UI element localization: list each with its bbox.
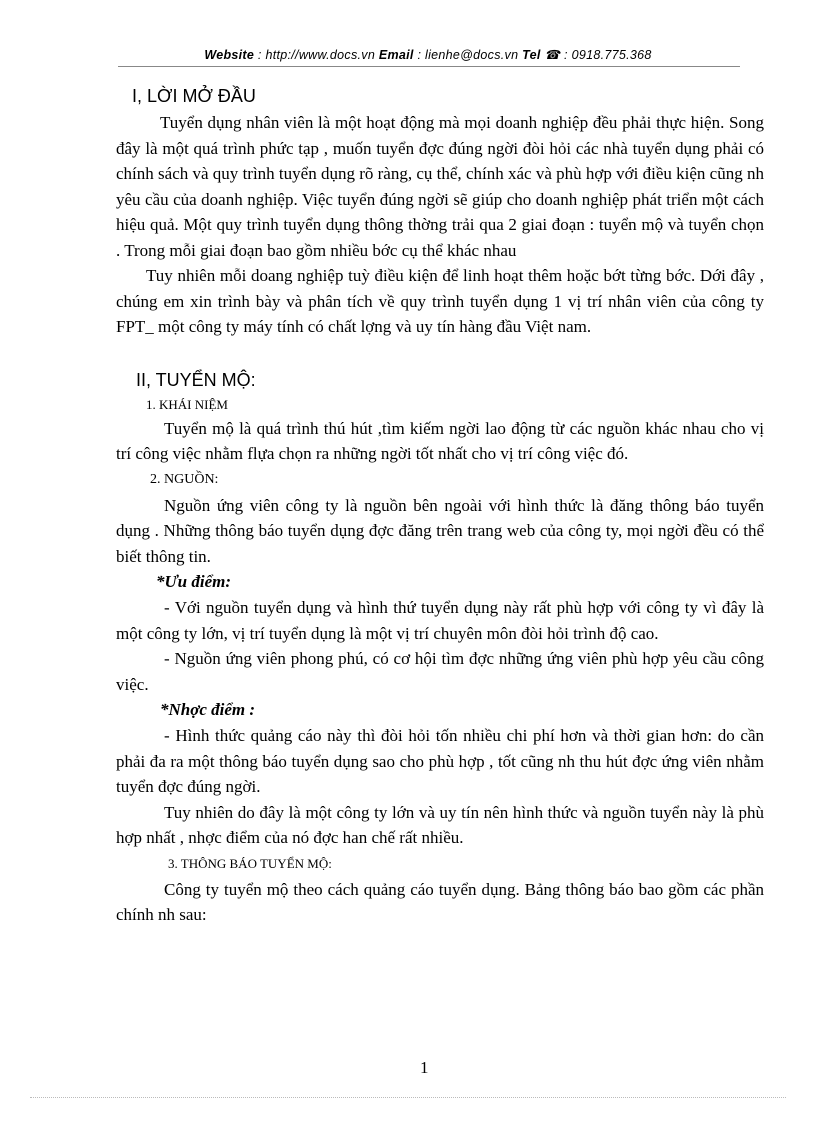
section2-heading: II, TUYỂN MỘ: <box>136 369 256 390</box>
advantages-label: *Ưu điểm: <box>156 572 232 591</box>
tel-value: : 0918.775.368 <box>560 48 652 62</box>
disadvantage-1: - Hình thức quảng cáo này thì đòi hỏi tốn nhiều chi phí hơn và thời gian hơn: do cần phải đa ra một thông báo tuyển dụng sao cho phù hợp , tốt cũng nh thu hút đợc ứng viên nhằm tuyển đợc đúng ngời. <box>116 726 764 796</box>
advantage-2: - Nguồn ứng viên phong phú, có cơ hội tìm đợc những ứng viên phù hợp yêu cầu công việc. <box>116 649 764 694</box>
sub1-text: Tuyển mộ là quá trình thú hút ,tìm kiếm ngời lao động từ các nguồn khác nhau cho vị trí công việc nhằm flựa chọn ra những ngời tốt nhất cho vị trí công việc đó. <box>116 418 764 463</box>
document-body <box>116 82 764 928</box>
phone-icon: ☎ <box>544 48 561 62</box>
section1-heading: I, LỜI MỞ ĐẦU <box>132 86 256 106</box>
header-divider <box>118 66 740 67</box>
sub3-heading: 3. THÔNG BÁO TUYỂN MỘ: <box>168 855 332 871</box>
disadvantages-label: *Nhợc điểm : <box>160 700 256 719</box>
email-label: Email <box>378 48 414 62</box>
tel-label: Tel <box>522 48 541 62</box>
page-number: 1 <box>420 1058 429 1077</box>
disadvantage-2: Tuy nhiên do đây là một công ty lớn và uy tín nên hình thức và nguồn tuyển này là phù hợp nhất , nhợc điểm của nó đợc han chế rất nhiều. <box>116 802 764 847</box>
email-value: : lienhe@docs.vn <box>413 48 523 62</box>
advantage-1: - Với nguồn tuyển dụng và hình thứ tuyển dụng này rất phù hợp với công ty vì đây là một công ty lớn, vị trí tuyển dụng là một vị trí chuyên môn đòi hỏi trình độ cao. <box>116 598 764 643</box>
page-header <box>118 47 738 62</box>
section1-para2: Tuy nhiên mỗi doang nghiệp tuỳ điều kiện để linh hoạt thêm hoặc bớt từng bớc. Dới đây , chúng em xin trình bày và phân tích về quy trình tuyển dụng 1 vị trí nhân viên của công ty FPT_ một công ty máy tính có chất lợng và uy tín hàng đầu Việt nam. <box>116 266 764 336</box>
sub2-heading: 2. NGUỒN: <box>150 471 219 487</box>
sub3-text: Công ty tuyển mộ theo cách quảng cáo tuyển dụng. Bảng thông báo bao gồm các phần chính nh sau: <box>116 879 764 924</box>
website-label: Website <box>204 48 255 62</box>
sub1-heading: 1. KHÁI NIỆM <box>146 396 228 412</box>
section1-para1: Tuyển dụng nhân viên là một hoạt động mà mọi doanh nghiệp đều phải thực hiện. Song đây là một quá trình phức tạp , muốn tuyển đợc đúng ngời đòi hỏi các nhà tuyển dụng phải có chính sách và quy trình tuyển dụng rõ ràng, cụ thể, chính xác và phù hợp với điều kiện cũng nh yêu cầu của doanh nghiệp. Việc tuyển đúng ngời sẽ giúp cho doanh nghiệp phát triển một cách hiệu quả. Một quy trình tuyển dụng thông thờng trải qua 2 giai đoạn : tuyển mộ và tuyển chọn . Trong mỗi giai đoạn bao gồm nhiều bớc cụ thể khác nhau <box>116 113 764 260</box>
bottom-divider <box>30 1097 786 1098</box>
sub2-text: Nguồn ứng viên công ty là nguồn bên ngoài với hình thức là đăng thông báo tuyển dụng . Những thông báo tuyển dụng đợc đăng trên trang web của công ty, mọi ngời đều có thể biết thông tin. <box>116 495 764 566</box>
website-value: : http://www.docs.vn <box>254 48 379 62</box>
